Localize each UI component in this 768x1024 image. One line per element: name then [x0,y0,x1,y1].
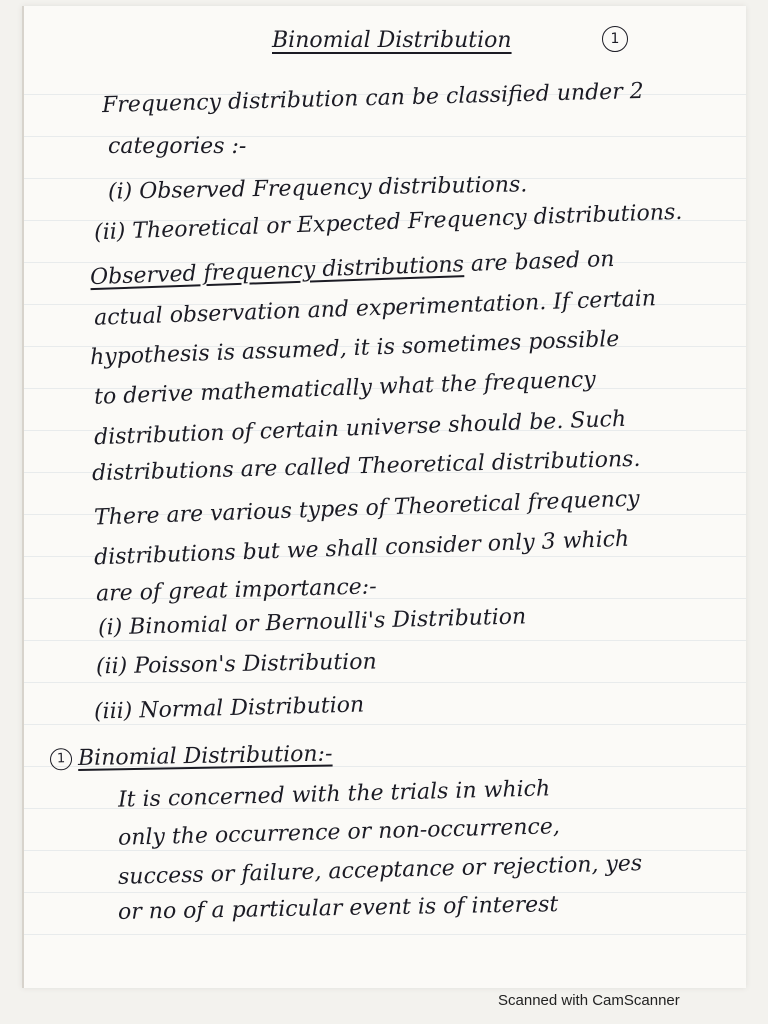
section-heading-text: Binomial Distribution:- [77,741,333,771]
section-line-2: only the occurrence or non-occurrence, [117,814,561,851]
section-heading [50,742,333,772]
notebook-page [22,6,746,988]
paragraph-line-5: distribution of certain universe should be. Such [93,406,627,451]
section-line-1: It is concerned with the trials in which [117,776,551,813]
paragraph-line-3: hypothesis is assumed, it is sometimes possible [89,326,620,371]
paragraph-line-4: to derive mathematically what the frequency [93,367,597,410]
paragraph-line-1-rest: are based on [463,246,615,278]
type-item-3: (iii) Normal Distribution [93,692,365,725]
intro-item-2: (ii) Theoretical or Expected Frequency distributions. [93,199,683,246]
section-line-3: success or failure, acceptance or rejection, yes [117,851,643,890]
intro-item-1: (i) Observed Frequency distributions. [107,172,528,205]
intro-line-2: categories :- [108,134,247,159]
intro-line-1: Frequency distribution can be classified under 2 [101,78,645,119]
paragraph-line-6: distributions are called Theoretical distributions. [91,446,641,487]
scanner-watermark: Scanned with CamScanner [498,992,680,1009]
type-item-1: (i) Binomial or Bernoulli's Distribution [97,604,527,641]
paragraph-line-9: are of great importance:- [95,574,377,607]
type-item-2: (ii) Poisson's Distribution [95,649,377,680]
page-number-badge: 1 [602,26,628,52]
paragraph-lead: Observed frequency distributions [89,252,465,291]
page-title: Binomial Distribution [272,28,512,53]
paragraph-line-8: distributions but we shall consider only 3 which [93,526,630,571]
section-line-4: or no of a particular event is of interest [117,892,559,925]
paragraph-line-1 [90,247,615,290]
section-number-badge: 1 [50,748,72,770]
paragraph-line-2: actual observation and experimentation. If certain [93,286,657,331]
paragraph-line-7: There are various types of Theoretical frequency [93,486,641,531]
